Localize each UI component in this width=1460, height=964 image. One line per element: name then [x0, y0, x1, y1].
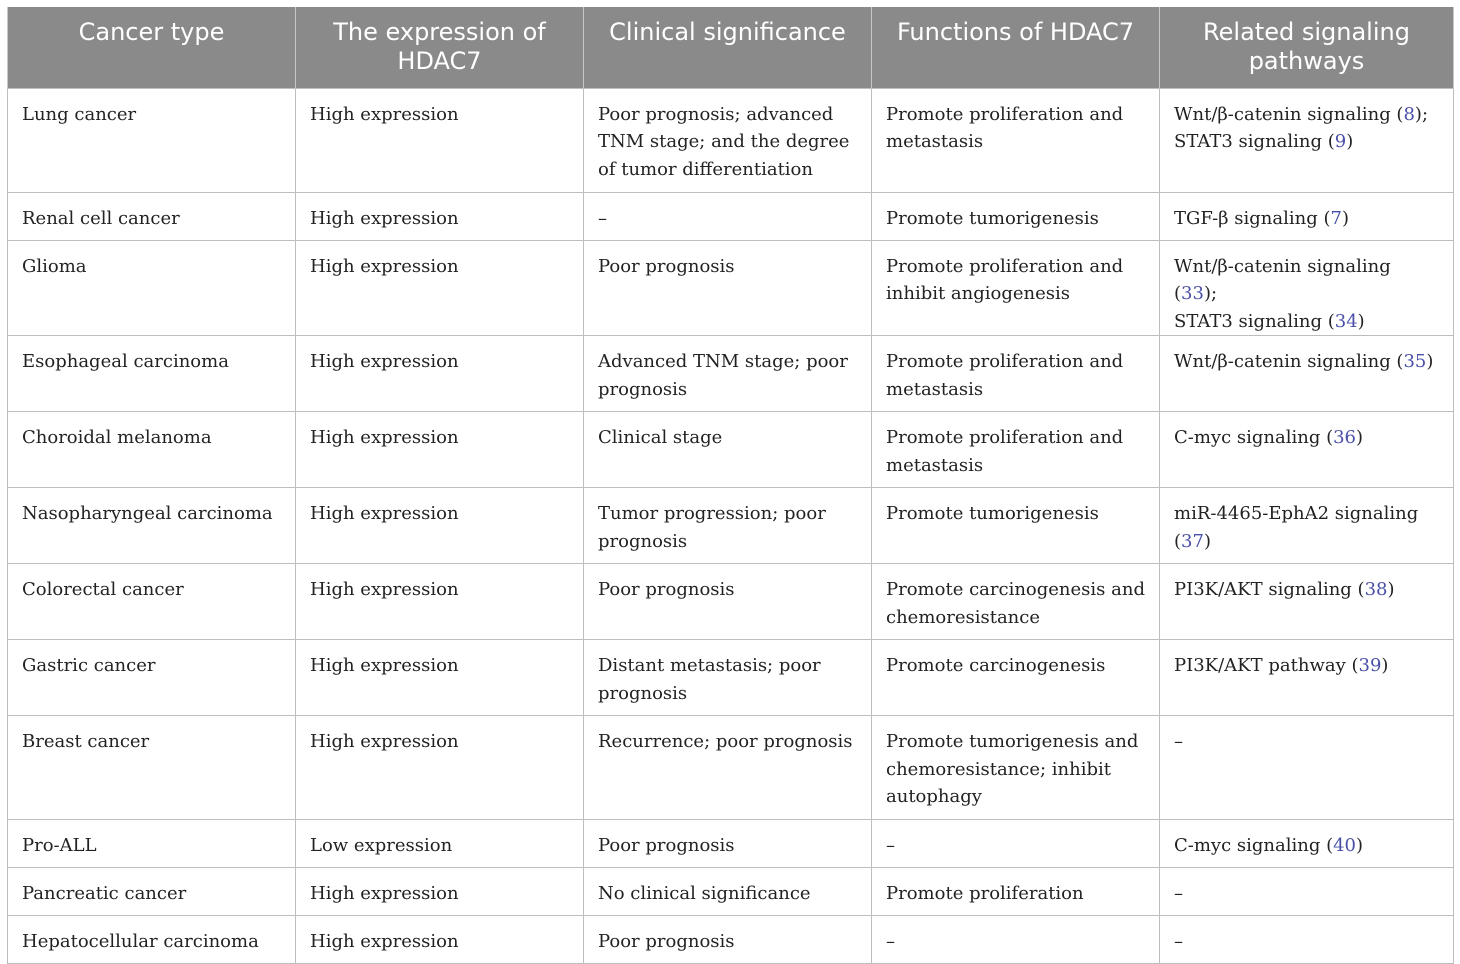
cell-clinical: Tumor progression; poor prognosis	[584, 488, 872, 564]
cell-expression: High expression	[296, 716, 584, 820]
reference-link[interactable]: 37	[1181, 530, 1204, 552]
pathway-entry	[1174, 731, 1183, 752]
pathway-text: STAT3 signaling (	[1174, 310, 1335, 332]
cell-pathways	[1160, 192, 1454, 240]
cell-cancer-type: Gastric cancer	[8, 640, 296, 716]
cell-clinical: Recurrence; poor prognosis	[584, 716, 872, 820]
cell-expression: High expression	[296, 916, 584, 964]
pathway-text-after: )	[1346, 131, 1354, 153]
cell-pathways	[1160, 88, 1454, 192]
cell-expression: Low expression	[296, 820, 584, 868]
cell-functions: Promote tumorigenesis	[872, 192, 1160, 240]
cell-clinical: Poor prognosis; advanced TNM stage; and the degree of tumor differentiation	[584, 88, 872, 192]
pathway-text-after: );	[1414, 103, 1429, 125]
cell-expression: High expression	[296, 868, 584, 916]
pathway-entry	[1174, 579, 1395, 600]
pathway-text: –	[1174, 883, 1183, 905]
reference-link[interactable]: 7	[1330, 207, 1342, 229]
cell-clinical: Poor prognosis	[584, 240, 872, 336]
pathway-entry	[1174, 503, 1418, 552]
cell-pathways	[1160, 820, 1454, 868]
reference-link[interactable]: 36	[1333, 427, 1357, 449]
cell-cancer-type: Colorectal cancer	[8, 564, 296, 640]
reference-link[interactable]: 33	[1181, 283, 1204, 305]
cell-clinical: Clinical stage	[584, 412, 872, 488]
header-clinical-significance: Clinical significance	[584, 7, 872, 88]
table-container	[7, 7, 1453, 964]
header-expression: The expression of HDAC7	[296, 7, 584, 88]
header-cancer-type: Cancer type	[8, 7, 296, 88]
cell-expression: High expression	[296, 488, 584, 564]
cell-functions: Promote carcinogenesis	[872, 640, 1160, 716]
pathway-text-after: );	[1203, 283, 1218, 305]
pathway-text-after: )	[1357, 310, 1365, 332]
pathway-text-after: )	[1426, 351, 1434, 373]
cell-clinical: No clinical significance	[584, 868, 872, 916]
table-row	[8, 488, 1454, 564]
pathway-text: C-myc signaling (	[1174, 835, 1334, 857]
reference-link[interactable]: 8	[1403, 103, 1415, 125]
table-row	[8, 716, 1454, 820]
cell-cancer-type: Breast cancer	[8, 716, 296, 820]
cell-pathways	[1160, 716, 1454, 820]
pathway-entry	[1174, 427, 1363, 448]
pathway-entry	[1174, 835, 1363, 856]
pathway-entry	[1174, 104, 1428, 125]
reference-link[interactable]: 35	[1403, 351, 1427, 373]
pathway-entry	[1174, 208, 1349, 229]
reference-link[interactable]: 38	[1364, 579, 1388, 601]
table-row	[8, 412, 1454, 488]
cell-pathways	[1160, 564, 1454, 640]
pathway-text: Wnt/β-catenin signaling (	[1174, 351, 1404, 373]
table-row	[8, 564, 1454, 640]
cell-expression: High expression	[296, 640, 584, 716]
cell-functions: Promote tumorigenesis	[872, 488, 1160, 564]
pathway-text: STAT3 signaling (	[1174, 131, 1335, 153]
pathway-text: PI3K/AKT pathway (	[1174, 655, 1359, 677]
header-pathways: Related signaling pathways	[1160, 7, 1454, 88]
cell-cancer-type: Renal cell cancer	[8, 192, 296, 240]
cell-pathways	[1160, 336, 1454, 412]
cell-pathways	[1160, 240, 1454, 336]
cell-cancer-type: Lung cancer	[8, 88, 296, 192]
reference-link[interactable]: 39	[1358, 655, 1382, 677]
cell-expression: High expression	[296, 88, 584, 192]
table-row	[8, 916, 1454, 964]
cell-expression: High expression	[296, 564, 584, 640]
table-row	[8, 336, 1454, 412]
pathway-text: TGF-β signaling (	[1174, 207, 1331, 229]
pathway-text: –	[1174, 731, 1183, 753]
pathway-text: –	[1174, 931, 1183, 953]
pathway-text: PI3K/AKT signaling (	[1174, 579, 1365, 601]
header-functions: Functions of HDAC7	[872, 7, 1160, 88]
table-row	[8, 88, 1454, 192]
pathway-text-after: )	[1356, 835, 1364, 857]
table-header-row	[8, 7, 1454, 88]
pathway-text-after: )	[1381, 655, 1389, 677]
cell-clinical: Poor prognosis	[584, 820, 872, 868]
cell-cancer-type: Pancreatic cancer	[8, 868, 296, 916]
cell-expression: High expression	[296, 336, 584, 412]
pathway-entry	[1174, 131, 1353, 152]
cell-functions: –	[872, 916, 1160, 964]
cell-pathways	[1160, 640, 1454, 716]
cell-pathways	[1160, 488, 1454, 564]
reference-link[interactable]: 40	[1333, 835, 1357, 857]
cell-cancer-type: Hepatocellular carcinoma	[8, 916, 296, 964]
pathway-text: C-myc signaling (	[1174, 427, 1334, 449]
cell-cancer-type: Pro-ALL	[8, 820, 296, 868]
cell-functions: Promote proliferation and metastasis	[872, 88, 1160, 192]
cell-functions: Promote proliferation	[872, 868, 1160, 916]
cell-clinical: Poor prognosis	[584, 564, 872, 640]
cell-expression: High expression	[296, 412, 584, 488]
cell-expression: High expression	[296, 192, 584, 240]
pathway-text: Wnt/β-catenin signaling (	[1174, 255, 1391, 305]
cell-functions: Promote tumorigenesis and chemoresistance; inhibit autophagy	[872, 716, 1160, 820]
pathway-text-after: )	[1356, 427, 1364, 449]
cell-functions: Promote carcinogenesis and chemoresistance	[872, 564, 1160, 640]
pathway-entry	[1174, 351, 1433, 372]
cell-cancer-type: Glioma	[8, 240, 296, 336]
table-row	[8, 820, 1454, 868]
cell-pathways	[1160, 412, 1454, 488]
reference-link[interactable]: 34	[1334, 310, 1358, 332]
pathway-text: miR-4465-EphA2 signaling (	[1174, 503, 1419, 552]
cell-cancer-type: Esophageal carcinoma	[8, 336, 296, 412]
pathway-entry	[1174, 311, 1365, 332]
pathway-entry	[1174, 883, 1183, 904]
cell-clinical: Distant metastasis; poor prognosis	[584, 640, 872, 716]
pathway-text: Wnt/β-catenin signaling (	[1174, 103, 1404, 125]
cell-functions: Promote proliferation and inhibit angiogenesis	[872, 240, 1160, 336]
table-row	[8, 868, 1454, 916]
cell-clinical: Poor prognosis	[584, 916, 872, 964]
table-row	[8, 640, 1454, 716]
cell-clinical: Advanced TNM stage; poor prognosis	[584, 336, 872, 412]
cell-expression: High expression	[296, 240, 584, 336]
cell-functions: Promote proliferation and metastasis	[872, 412, 1160, 488]
pathway-text-after: )	[1387, 579, 1395, 601]
table-body	[8, 88, 1454, 964]
pathway-text-after: )	[1341, 207, 1349, 229]
pathway-entry	[1174, 256, 1391, 305]
cell-functions: –	[872, 820, 1160, 868]
cell-pathways	[1160, 868, 1454, 916]
cell-functions: Promote proliferation and metastasis	[872, 336, 1160, 412]
hdac7-cancer-table	[7, 7, 1454, 964]
pathway-entry	[1174, 931, 1183, 952]
table-row	[8, 192, 1454, 240]
pathway-entry	[1174, 655, 1388, 676]
reference-link[interactable]: 9	[1334, 131, 1347, 153]
cell-cancer-type: Nasopharyngeal carcinoma	[8, 488, 296, 564]
cell-cancer-type: Choroidal melanoma	[8, 412, 296, 488]
cell-pathways	[1160, 916, 1454, 964]
table-row	[8, 240, 1454, 336]
cell-clinical: –	[584, 192, 872, 240]
pathway-text-after: )	[1203, 530, 1211, 552]
